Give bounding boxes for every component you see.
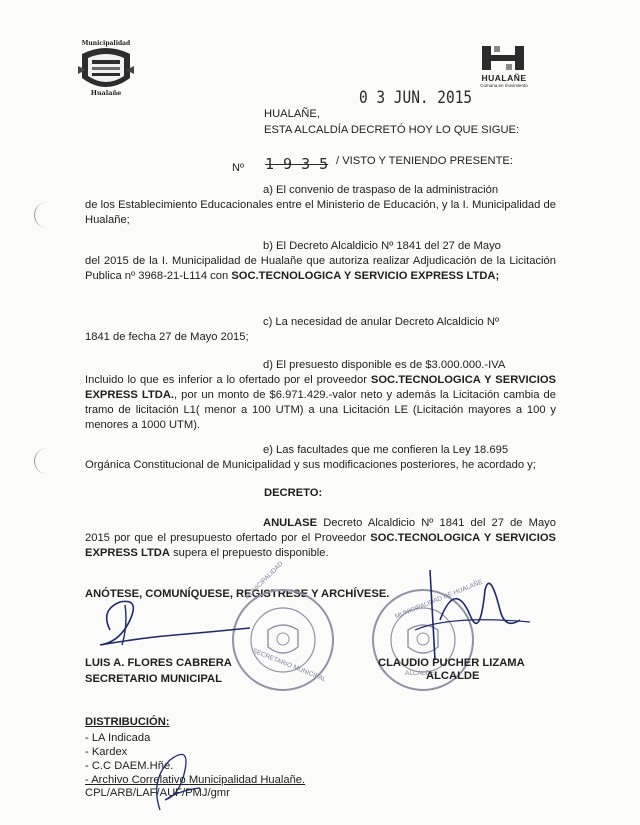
paragraph-d-lead: d) El presuesto disponible es de $3.000.000.-IVA [263, 359, 506, 371]
decree-number-stamp: 1 9 3 5 [265, 155, 329, 173]
paragraph-c-text: 1841 de fecha 27 de Mayo 2015; [85, 331, 249, 343]
paragraph-a [85, 183, 556, 228]
secretary-seal-bottom-text: SECRETARIO MUNICIPAL [251, 647, 327, 684]
mayor-seal-top-text: MUNICIPALIDAD DE HUALAÑE [394, 578, 484, 621]
paragraph-d-text-2: , por un monto de $6.971.429.-valor neto y además la Licitación cambia de tramo de licitación L1( menor a 100 UTM) a una Licitación LE (Licitación mayores a 100 y menores a 1000 UTM). [85, 389, 556, 431]
anulase-keyword: ANULASE [263, 517, 318, 529]
paragraph-d-company: SOC.TECNOLOGICA Y SERVICIOS EXPRESS LTDA. [85, 374, 556, 401]
decreto-heading: DECRETO: [264, 487, 323, 499]
secretary-signature [80, 590, 260, 660]
anulase-text-2: supera el prepuesto disponible. [169, 547, 329, 559]
paragraph-d [85, 358, 556, 433]
crest-bottom-text: Hualañe [90, 89, 122, 97]
crest-top-text: Municipalidad [81, 40, 131, 47]
secretary-seal-top-text: MUNICIPALIDAD [244, 560, 285, 601]
closing-formula: ANÓTESE, COMUNÍQUESE, REGISTRESE Y ARCHÍVESE. [85, 588, 390, 600]
anulase-text-1: Decreto Alcaldicio Nº 1841 del 27 de Mayo 2015 por que el presupuesto ofertado por el Proveedor [85, 517, 556, 544]
paragraph-d-text-1: Incluido lo que es inferior a lo ofertado por el proveedor [85, 374, 371, 386]
number-label: Nº [232, 162, 244, 174]
paragraph-a-lead: a) El convenio de traspaso de la administración [263, 184, 499, 196]
list-item: - LA Indicada [85, 732, 151, 744]
mayor-signature [410, 560, 540, 670]
anulase-company: SOC.TECNOLOGICA Y SERVICIOS EXPRESS LTDA [85, 532, 557, 559]
hualane-logo-name: HUALAÑE [481, 73, 527, 83]
distribution-heading: DISTRIBUCIÓN: [85, 716, 170, 728]
mayor-title: ALCALDE [426, 670, 480, 682]
distribution-initials: CPL/ARB/LAF/AUF/PMJ/gmr [85, 787, 230, 799]
anulase-paragraph [85, 516, 556, 561]
paragraph-a-text: de los Establecimiento Educacionales entre el Ministerio de Educación, y la I. Municipalidad de Hualañe; [85, 199, 556, 226]
paragraph-b [85, 239, 556, 284]
distribution-initial-scribble [140, 740, 210, 820]
mayor-name: CLAUDIO PUCHER LIZAMA [378, 657, 525, 669]
paragraph-e-lead: e) Las facultades que me confieren la Ley 18.695 [263, 444, 509, 456]
date-stamp: 0 3 JUN. 2015 [359, 88, 473, 108]
paragraph-e [85, 443, 556, 473]
mayor-seal-bottom-text: ALCALDE [405, 670, 435, 677]
hualane-logo-mark [478, 44, 528, 72]
list-item: - Kardex [85, 746, 128, 758]
secretary-name: LUIS A. FLORES CABRERA [85, 657, 232, 669]
paragraph-b-company: SOC.TECNOLOGICA Y SERVICIO EXPRESS LTDA; [231, 270, 500, 282]
secretary-title: SECRETARIO MUNICIPAL [85, 673, 222, 685]
list-item: - C.C DAEM.Hñe. [85, 760, 174, 772]
place-name: HUALAÑE, [264, 108, 320, 120]
list-item: - Archivo Correlativo Municipalidad Hualañe. [85, 774, 306, 786]
punch-hole [34, 448, 51, 474]
paragraph-b-lead: b) El Decreto Alcaldicio Nº 1841 del 27 de Mayo [263, 240, 501, 252]
visto-heading: / VISTO Y TENIENDO PRESENTE: [336, 155, 513, 167]
punch-hole [34, 202, 51, 228]
paragraph-c-lead: c) La necesidad de anular Decreto Alcaldicio Nº [263, 316, 500, 328]
paragraph-e-text: Orgánica Constitucional de Municipalidad y sus modificaciones posteriores, he acordado y; [85, 459, 536, 471]
paragraph-b-text: del 2015 de la I. Municipalidad de Hualañe que autoriza realizar Adjudicación de la Licitación Publica nº 3968-21-L114 con [85, 255, 556, 282]
paragraph-c [85, 315, 556, 345]
hualane-logo-tagline: Comuna en movimiento [480, 83, 528, 88]
decree-intro: ESTA ALCALDÍA DECRETÓ HOY LO QUE SIGUE: [264, 124, 520, 136]
